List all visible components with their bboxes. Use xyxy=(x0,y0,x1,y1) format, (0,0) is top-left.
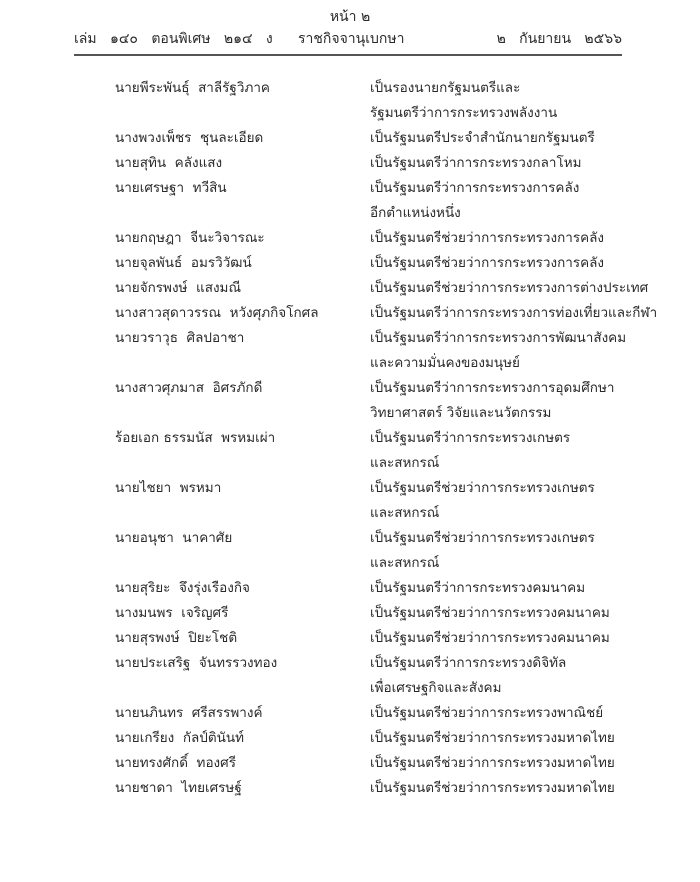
list-item xyxy=(0,626,700,651)
position-line: เป็นรัฐมนตรีช่วยว่าการกระทรวงเกษตร xyxy=(370,530,595,546)
appointee-name: นายเศรษฐา ทวีสิน xyxy=(115,180,227,196)
appointee-position xyxy=(370,326,700,376)
position-line: เป็นรัฐมนตรีช่วยว่าการกระทรวงเกษตร xyxy=(370,480,595,496)
list-item xyxy=(0,226,700,251)
position-line: เป็นรัฐมนตรีช่วยว่าการกระทรวงมหาดไทย xyxy=(370,780,615,796)
position-line: และสหกรณ์ xyxy=(370,455,440,471)
appointee-position xyxy=(370,726,700,751)
position-line: เป็นรัฐมนตรีว่าการกระทรวงเกษตร xyxy=(370,430,571,446)
appointee-name: นางสาวสุดาวรรณ หวังศุภกิจโกศล xyxy=(115,305,319,321)
page-number: หน้า ๒ xyxy=(329,9,371,25)
appointee-name: นายกฤษฎา จีนะวิจารณะ xyxy=(115,230,265,246)
list-item xyxy=(0,376,700,426)
publication-date: ๒ กันยายน ๒๕๖๖ xyxy=(496,31,622,47)
appointee-name: นางพวงเพ็ชร ชุนละเอียด xyxy=(115,130,264,146)
list-item xyxy=(0,726,700,751)
position-line: เป็นรัฐมนตรีช่วยว่าการกระทรวงคมนาคม xyxy=(370,605,610,621)
position-line: เป็นรัฐมนตรีช่วยว่าการกระทรวงพาณิชย์ xyxy=(370,705,604,721)
position-line: เป็นรัฐมนตรีว่าการกระทรวงการคลัง xyxy=(370,180,580,196)
appointee-position xyxy=(370,476,700,526)
position-line: และความมั่นคงของมนุษย์ xyxy=(370,355,520,371)
appointee-position xyxy=(370,376,700,426)
position-line: เพื่อเศรษฐกิจและสังคม xyxy=(370,680,502,696)
position-line: วิทยาศาสตร์ วิจัยและนวัตกรรม xyxy=(370,405,552,421)
list-item xyxy=(0,701,700,726)
list-item xyxy=(0,151,700,176)
appointee-position xyxy=(370,226,700,251)
appointee-name: นายจักรพงษ์ แสงมณี xyxy=(115,280,241,296)
appointee-position xyxy=(370,76,700,126)
position-line: เป็นรัฐมนตรีช่วยว่าการกระทรวงการต่างประเทศ xyxy=(370,280,649,296)
list-item xyxy=(0,126,700,151)
list-item xyxy=(0,251,700,276)
appointee-name: นายสุทิน คลังแสง xyxy=(115,155,223,171)
position-line: เป็นรัฐมนตรีว่าการกระทรวงการอุดมศึกษา xyxy=(370,380,615,396)
appointee-name: นายสุริยะ จึงรุ่งเรืองกิจ xyxy=(115,580,250,596)
appointee-name: นายนภินทร ศรีสรรพางค์ xyxy=(115,705,263,721)
appointee-name: นายเกรียง กัลป์ตินันท์ xyxy=(115,730,244,746)
appointee-position xyxy=(370,251,700,276)
appointee-name: นายชาดา ไทยเศรษฐ์ xyxy=(115,780,242,796)
appointee-position xyxy=(370,276,700,301)
position-line: เป็นรัฐมนตรีว่าการกระทรวงคมนาคม xyxy=(370,580,586,596)
position-line: เป็นรัฐมนตรีว่าการกระทรวงการพัฒนาสังคม xyxy=(370,330,627,346)
position-line: รัฐมนตรีว่าการกระทรวงพลังงาน xyxy=(370,105,558,121)
position-line: เป็นรัฐมนตรีว่าการกระทรวงดิจิทัล xyxy=(370,655,567,671)
appointee-position xyxy=(370,626,700,651)
appointee-name: นางสาวศุภมาส อิศรภักดี xyxy=(115,380,263,396)
position-line: เป็นรัฐมนตรีว่าการกระทรวงกลาโหม xyxy=(370,155,582,171)
list-item xyxy=(0,176,700,226)
gazette-header xyxy=(74,30,622,50)
appointee-name: นายจุลพันธ์ อมรวิวัฒน์ xyxy=(115,255,252,271)
header-divider xyxy=(74,54,622,56)
position-line: เป็นรัฐมนตรีประจำสำนักนายกรัฐมนตรี xyxy=(370,130,595,146)
list-item xyxy=(0,751,700,776)
list-item xyxy=(0,526,700,576)
appointee-name: นายอนุชา นาคาศัย xyxy=(115,530,233,546)
list-item xyxy=(0,601,700,626)
publication-title: ราชกิจจานุเบกษา xyxy=(298,31,405,47)
appointee-position xyxy=(370,301,700,326)
position-line: เป็นรัฐมนตรีช่วยว่าการกระทรวงมหาดไทย xyxy=(370,730,615,746)
appointee-position xyxy=(370,601,700,626)
position-line: และสหกรณ์ xyxy=(370,555,440,571)
list-item xyxy=(0,76,700,126)
appointee-name: นายทรงศักดิ์ ทองศรี xyxy=(115,755,236,771)
appointee-name: นายพีระพันธุ์ สาลีรัฐวิภาค xyxy=(115,80,270,96)
appointee-position xyxy=(370,176,700,226)
volume-issue: เล่ม ๑๔๐ ตอนพิเศษ ๒๑๔ ง xyxy=(74,31,273,47)
appointee-position xyxy=(370,576,700,601)
list-item xyxy=(0,651,700,701)
appointee-name: นางมนพร เจริญศรี xyxy=(115,605,229,621)
position-line: เป็นรัฐมนตรีช่วยว่าการกระทรวงคมนาคม xyxy=(370,630,610,646)
list-item xyxy=(0,576,700,601)
appointee-position xyxy=(370,526,700,576)
appointee-name: ร้อยเอก ธรรมนัส พรหมเผ่า xyxy=(115,430,276,446)
appointee-position xyxy=(370,701,700,726)
list-item xyxy=(0,326,700,376)
list-item xyxy=(0,276,700,301)
appointment-list xyxy=(0,76,700,801)
appointee-name: นายประเสริฐ จันทรรวงทอง xyxy=(115,655,278,671)
appointee-position xyxy=(370,151,700,176)
list-item xyxy=(0,776,700,801)
list-item xyxy=(0,476,700,526)
appointee-position xyxy=(370,651,700,701)
appointee-name: นายสุรพงษ์ ปิยะโชติ xyxy=(115,630,238,646)
position-line: เป็นรองนายกรัฐมนตรีและ xyxy=(370,80,521,96)
position-line: และสหกรณ์ xyxy=(370,505,440,521)
position-line: เป็นรัฐมนตรีช่วยว่าการกระทรวงการคลัง xyxy=(370,255,604,271)
appointee-position xyxy=(370,776,700,801)
appointee-position xyxy=(370,426,700,476)
appointee-position xyxy=(370,751,700,776)
list-item xyxy=(0,301,700,326)
position-line: เป็นรัฐมนตรีช่วยว่าการกระทรวงมหาดไทย xyxy=(370,755,615,771)
list-item xyxy=(0,426,700,476)
position-line: อีกตำแหน่งหนึ่ง xyxy=(370,205,461,221)
position-line: เป็นรัฐมนตรีว่าการกระทรวงการท่องเที่ยวและกีฬา xyxy=(370,305,658,321)
appointee-name: นายไชยา พรหมา xyxy=(115,480,222,496)
appointee-position xyxy=(370,126,700,151)
position-line: เป็นรัฐมนตรีช่วยว่าการกระทรวงการคลัง xyxy=(370,230,604,246)
appointee-name: นายวราวุธ ศิลปอาชา xyxy=(115,330,245,346)
